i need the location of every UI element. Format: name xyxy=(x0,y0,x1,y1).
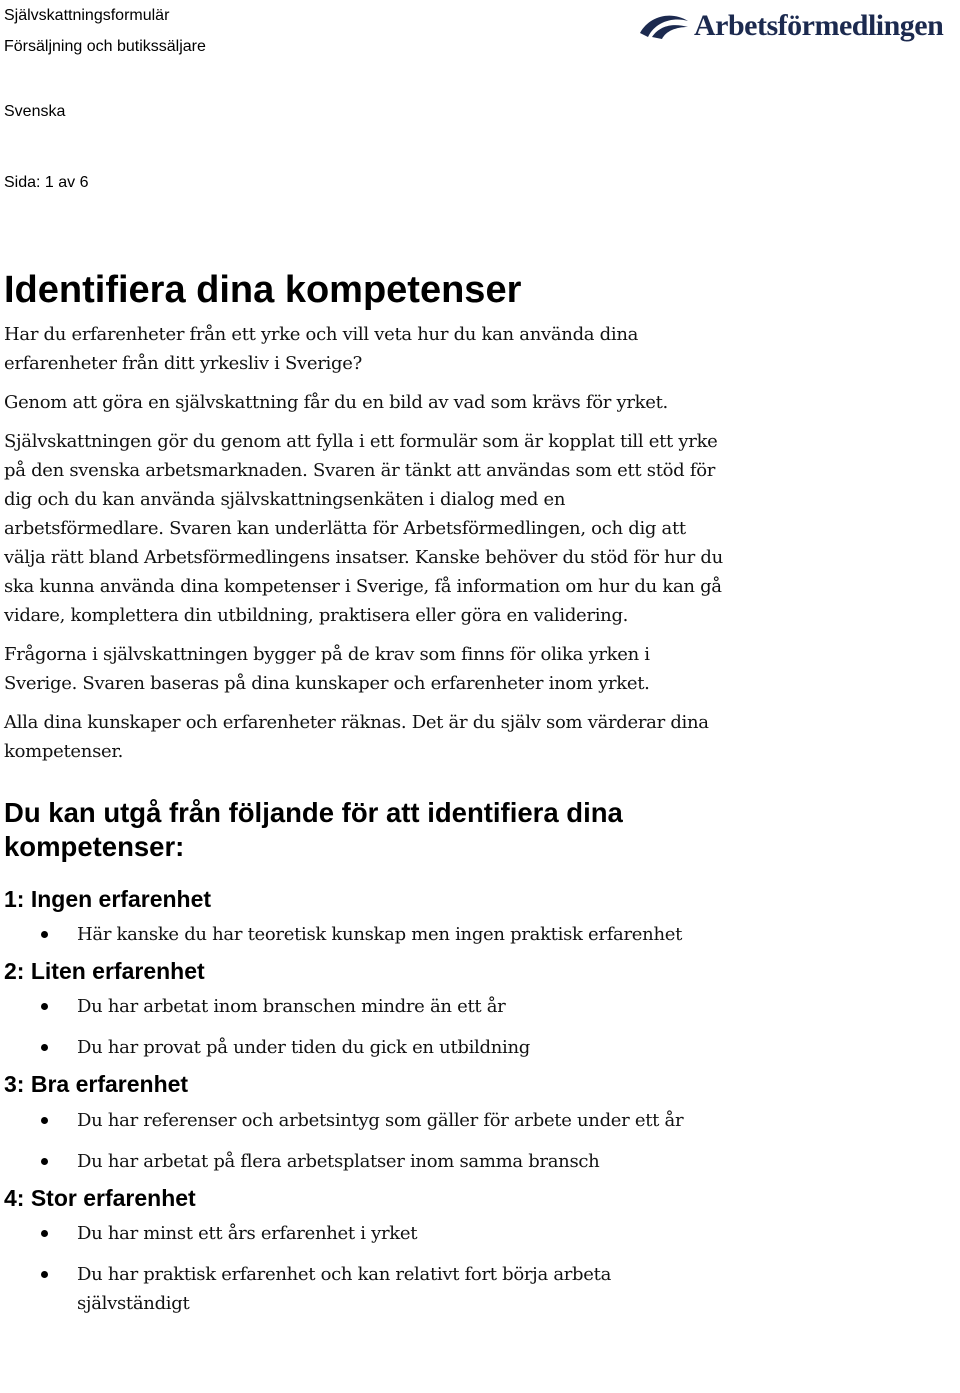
bullet-icon xyxy=(41,1158,48,1165)
section-heading: Du kan utgå från följande för att identifiera dina kompetenser: xyxy=(4,797,623,862)
form-title: Självskattningsformulär xyxy=(4,7,170,24)
list-item-text: Du har arbetat inom branschen mindre än ett år xyxy=(77,996,506,1017)
level-heading: 2: Liten erfarenhet xyxy=(4,958,205,984)
level-list xyxy=(4,1219,724,1318)
level-heading: 3: Bra erfarenhet xyxy=(4,1071,189,1097)
arbetsformedlingen-logo-icon xyxy=(638,11,690,41)
level-heading: 1: Ingen erfarenhet xyxy=(4,886,212,912)
intro-paragraph: Genom att göra en självskattning får du en bild av vad som krävs för yrket. xyxy=(4,392,668,413)
bullet-icon xyxy=(41,931,48,938)
bullet-icon xyxy=(41,1044,48,1051)
list-item xyxy=(4,1147,724,1176)
list-item xyxy=(4,920,724,949)
level-heading: 4: Stor erfarenhet xyxy=(4,1185,196,1211)
list-item-text: Här kanske du har teoretisk kunskap men ingen praktisk erfarenhet xyxy=(77,924,683,945)
list-item xyxy=(4,1106,724,1135)
bullet-icon xyxy=(41,1271,48,1278)
language-label: Svenska xyxy=(4,103,66,120)
intro-paragraph: Frågorna i självskattningen bygger på de krav som finns för olika yrken i Sverige. Svaren baseras på dina kunskaper och erfarenheter inom yrket. xyxy=(4,644,650,694)
intro-paragraph: Alla dina kunskaper och erfarenheter räknas. Det är du själv som värderar dina kompetenser. xyxy=(4,712,709,762)
bullet-icon xyxy=(41,1003,48,1010)
list-item-text: Du har minst ett års erfarenhet i yrket xyxy=(77,1223,418,1244)
bullet-icon xyxy=(41,1230,48,1237)
intro-paragraph: Har du erfarenheter från ett yrke och vill veta hur du kan använda dina erfarenheter från ditt yrkesliv i Sverige? xyxy=(4,324,639,374)
intro-paragraph: Självskattningen gör du genom att fylla i ett formulär som är kopplat till ett yrke på den svenska arbetsmarknaden. Svaren är tänkt att användas som ett stöd för dig och du kan använda självskattningsenkäten i dialog med en arbetsförmedlare. Svaren kan underlätta för Arbetsförmedlingen, och dig att välja rätt bland Arbetsförmedlingens insatser. Kanske behöver du stöd för hur du ska kunna använda dina kompetenser i Sverige, få information om hur du kan gå vidare, komplettera din utbildning, praktisera eller göra en validering. xyxy=(4,431,723,626)
occupation-title: Försäljning och butikssäljare xyxy=(4,38,206,55)
logo-wordmark: Arbetsförmedlingen xyxy=(694,9,944,42)
list-item-text: Du har provat på under tiden du gick en utbildning xyxy=(77,1037,531,1058)
list-item xyxy=(4,992,724,1021)
level-list xyxy=(4,992,724,1062)
list-item xyxy=(4,1260,724,1318)
page-title: Identifiera dina kompetenser xyxy=(4,269,522,311)
list-item-text: Du har referenser och arbetsintyg som gäller för arbete under ett år xyxy=(77,1110,684,1131)
list-item-text: Du har arbetat på flera arbetsplatser inom samma bransch xyxy=(77,1151,600,1172)
list-item xyxy=(4,1219,724,1248)
level-list xyxy=(4,920,724,949)
list-item-text: Du har praktisk erfarenhet och kan relativt fort börja arbeta självständigt xyxy=(77,1264,611,1314)
arbetsformedlingen-logo xyxy=(638,4,956,48)
level-list xyxy=(4,1106,724,1176)
bullet-icon xyxy=(41,1117,48,1124)
main-content xyxy=(4,266,724,1318)
list-item xyxy=(4,1033,724,1062)
page-indicator: Sida: 1 av 6 xyxy=(4,174,89,191)
